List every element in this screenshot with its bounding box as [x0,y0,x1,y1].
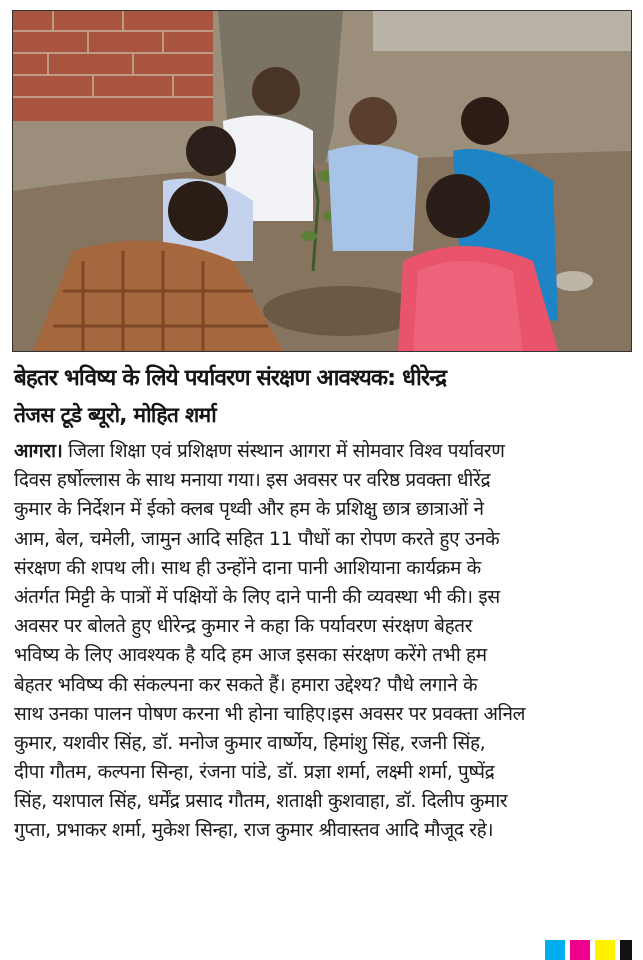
article-text: जिला शिक्षा एवं प्रशिक्षण संस्थान आगरा में सोमवार विश्व पर्यावरण [62,440,505,462]
article-line: अवसर पर बोलते हुए धीरेन्द्र कुमार ने कहा कि पर्यावरण संरक्षण बेहतर [14,615,473,638]
news-photo [12,10,632,352]
article-line [14,437,630,466]
article-line: दिवस हर्षोल्लास के साथ मनाया गया। इस अवसर पर वरिष्ठ प्रवक्ता धीरेंद्र [14,469,491,492]
cmyk-cyan-swatch [545,940,565,960]
photo-icon [13,11,631,351]
headline: बेहतर भविष्य के लिये पर्यावरण संरक्षण आवश्यक: धीरेन्द्र [14,365,447,391]
article-line: बेहतर भविष्य की संकल्पना कर सकते हैं। हमारा उद्देश्य? पौधे लगाने के [14,673,478,696]
article-line: अंतर्गत मिट्टी के पात्रों में पक्षियों के लिए दाने पानी की व्यवस्था भी की। इस [14,585,500,608]
article-line: साथ उनका पालन पोषण करना भी होना चाहिए।इस अवसर पर प्रवक्ता अनिल [14,702,526,725]
article-line: आम, बेल, चमेली, जामुन आदि सहित 11 पौधों का रोपण करते हुए उनके [14,527,500,550]
cmyk-yellow-swatch [595,940,615,960]
article-line: संरक्षण की शपथ ली। साथ ही उन्होंने दाना पानी आशियाना कार्यक्रम के [14,556,481,579]
article-line: कुमार, यशवीर सिंह, डॉ. मनोज कुमार वार्ष्णेय, हिमांशु सिंह, रजनी सिंह, [14,731,486,754]
article-line: सिंह, यशपाल सिंह, धर्मेंद्र प्रसाद गौतम, शताक्षी कुशवाहा, डॉ. दिलीप कुमार [14,790,508,813]
article-line: गुप्ता, प्रभाकर शर्मा, मुकेश सिन्हा, राज कुमार श्रीवास्तव आदि मौजूद रहे। [14,819,494,842]
byline: तेजस टूडे ब्यूरो, मोहित शर्मा [14,403,217,427]
article-line: भविष्य के लिए आवश्यक है यदि हम आज इसका संरक्षण करेंगे तभी हम [14,644,487,667]
article-line: कुमार के निर्देशन में ईको क्लब पृथ्वी और हम के प्रशिक्षु छात्र छात्राओं ने [14,498,484,521]
article-line: दीपा गौतम, कल्पना सिन्हा, रंजना पांडे, डॉ. प्रज्ञा शर्मा, लक्ष्मी शर्मा, पुष्पेंद्र [14,761,495,784]
dateline: आगरा। [14,440,63,462]
article-body [14,437,632,846]
cmyk-magenta-swatch [570,940,590,960]
cmyk-black-swatch [620,940,632,960]
